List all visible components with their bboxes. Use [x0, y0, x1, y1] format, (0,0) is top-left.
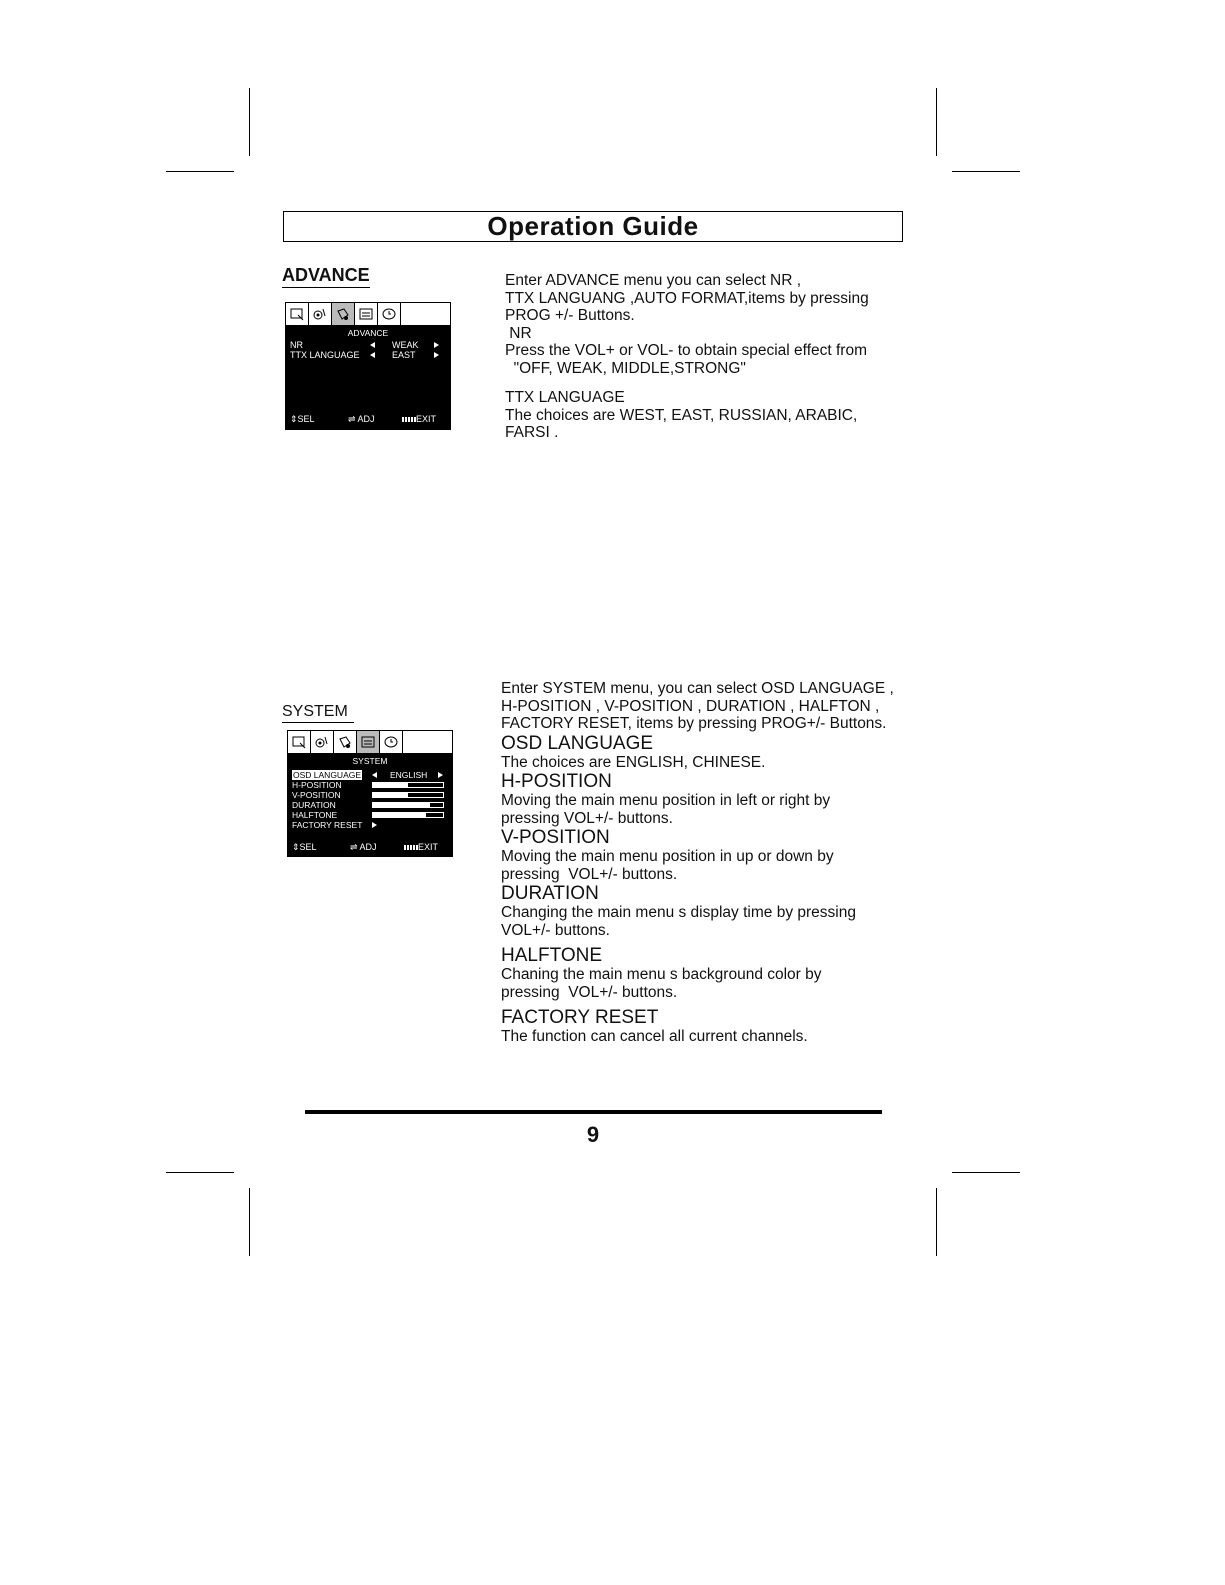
osd-menu-body [288, 754, 452, 857]
advance-heading [282, 265, 370, 288]
item-heading: OSD LANGUAGE [501, 732, 654, 754]
osd-tab-bar [288, 731, 452, 754]
text-line: FARSI . [505, 424, 559, 441]
crop-mark [249, 1188, 250, 1256]
item-heading: DURATION [501, 883, 599, 904]
right-arrow-icon [434, 352, 439, 358]
system-heading-text: SYSTEM [282, 703, 348, 720]
menu-key-icon [402, 417, 416, 422]
text-line: FACTORY RESET, items by pressing PROG+/- Buttons. [501, 715, 887, 732]
page-number: 9 [586, 1122, 600, 1147]
right-arrow-icon [438, 772, 443, 778]
system-icon [357, 731, 380, 753]
h-position-bar [372, 782, 444, 788]
right-arrow-icon [372, 822, 377, 828]
crop-mark [936, 1188, 937, 1256]
item-heading: H-POSITION [501, 771, 612, 792]
bar-fill [373, 783, 408, 787]
duration-bar [372, 802, 444, 808]
text-line: TTX LANGUANG ,AUTO FORMAT,items by pressing [505, 289, 869, 307]
sel-hint: ⇕SEL [292, 842, 317, 852]
crop-mark [952, 171, 1020, 172]
osd-row-label: V-POSITION [292, 790, 341, 800]
osd-row-value: ENGLISH [390, 770, 428, 780]
osd-tab-bar [286, 303, 450, 326]
osd-row-ttx-language [290, 350, 360, 360]
text-line: PROG +/- Buttons. [505, 307, 635, 324]
crop-mark [952, 1172, 1020, 1173]
text-line: Moving the main menu position in up or down by [501, 848, 834, 865]
osd-menu-title: SYSTEM [352, 756, 388, 766]
system-osd-screen [287, 730, 453, 857]
advance-heading-text: ADVANCE [282, 265, 370, 285]
v-position-bar [372, 792, 444, 798]
osd-row-value: WEAK [392, 340, 419, 350]
osd-menu-title: ADVANCE [347, 328, 389, 338]
crop-mark [166, 171, 234, 172]
text-line: TTX LANGUAGE [505, 389, 625, 406]
text-line: Enter ADVANCE menu you can select NR , [505, 272, 802, 289]
osd-row-nr [290, 340, 303, 350]
advance-description [505, 272, 869, 442]
item-heading: FACTORY RESET [501, 1007, 659, 1028]
text-line: Chaning the main menu s background color by [501, 966, 822, 983]
advance-icon [332, 303, 355, 325]
text-line: The choices are ENGLISH, CHINESE. [501, 753, 766, 771]
osd-row-label: DURATION [292, 800, 336, 810]
text-line: pressing VOL+/- buttons. [501, 865, 678, 883]
left-arrow-icon [370, 342, 375, 348]
text-line: pressing VOL+/- buttons. [501, 809, 673, 827]
sel-label: SEL [297, 414, 315, 424]
text-line: Changing the main menu s display time by pressing [501, 904, 856, 921]
text-line: Enter SYSTEM menu, you can select OSD LANGUAGE , [501, 680, 894, 697]
right-arrow-icon [434, 342, 439, 348]
text-line: Moving the main menu position in left or right by [501, 792, 831, 809]
osd-row-halftone [292, 810, 337, 820]
left-arrow-icon [370, 352, 375, 358]
osd-row-label: TTX LANGUAGE [290, 350, 360, 360]
text-line: Press the VOL+ or VOL- to obtain special effect from [505, 342, 867, 359]
sel-hint: ⇕SEL [290, 414, 315, 424]
page-title: Operation Guide [283, 211, 903, 242]
osd-row-value: EAST [392, 350, 416, 360]
text-line: pressing VOL+/- buttons. [501, 983, 678, 1001]
crop-mark [249, 88, 250, 156]
bar-fill [373, 803, 430, 807]
sel-label: SEL [299, 842, 317, 852]
system-icon [355, 303, 378, 325]
menu-key-icon [404, 845, 418, 850]
left-arrow-icon [372, 772, 377, 778]
system-description [501, 680, 894, 1046]
halftone-bar [372, 812, 444, 818]
picture-icon [286, 303, 309, 325]
osd-row-v-position [292, 790, 341, 800]
osd-row-label-selected: OSD LANGUAGE [293, 770, 362, 780]
text-line: H-POSITION , V-POSITION , DURATION , HALFTON , [501, 697, 880, 715]
bar-fill [373, 793, 408, 797]
sound-icon [309, 303, 332, 325]
text-line: NR [505, 324, 532, 342]
osd-row-osd-language [292, 770, 362, 780]
adj-label: ADJ [359, 842, 377, 852]
text-line: VOL+/- buttons. [501, 921, 610, 939]
osd-row-h-position [292, 780, 342, 790]
osd-row-label: FACTORY RESET [292, 820, 363, 830]
osd-row-factory-reset [292, 820, 362, 830]
exit-label: EXIT [418, 842, 439, 852]
exit-hint [402, 414, 436, 424]
osd-row-label: H-POSITION [292, 780, 342, 790]
exit-hint [404, 842, 438, 852]
timer-icon [378, 303, 401, 325]
advance-icon [334, 731, 357, 753]
timer-icon [380, 731, 403, 753]
picture-icon [288, 731, 311, 753]
osd-menu-body [286, 326, 450, 430]
footer-rule [305, 1110, 882, 1114]
system-heading [282, 703, 354, 723]
adj-label: ADJ [357, 414, 375, 424]
item-heading: V-POSITION [501, 827, 610, 848]
crop-mark [936, 88, 937, 156]
osd-row-duration [292, 800, 336, 810]
sound-icon [311, 731, 334, 753]
adj-hint: ⇌ ADJ [350, 842, 377, 852]
crop-mark [166, 1172, 234, 1173]
osd-row-label: HALFTONE [292, 810, 338, 820]
exit-label: EXIT [416, 414, 437, 424]
text-line: The function can cancel all current channels. [501, 1028, 808, 1045]
osd-row-label: NR [290, 340, 303, 350]
adj-hint: ⇌ ADJ [348, 414, 375, 424]
item-heading: HALFTONE [501, 945, 603, 966]
bar-fill [373, 813, 426, 817]
text-line: "OFF, WEAK, MIDDLE,STRONG" [505, 359, 746, 377]
text-line: The choices are WEST, EAST, RUSSIAN, ARABIC, [505, 406, 858, 424]
advance-osd-screen [285, 302, 451, 430]
